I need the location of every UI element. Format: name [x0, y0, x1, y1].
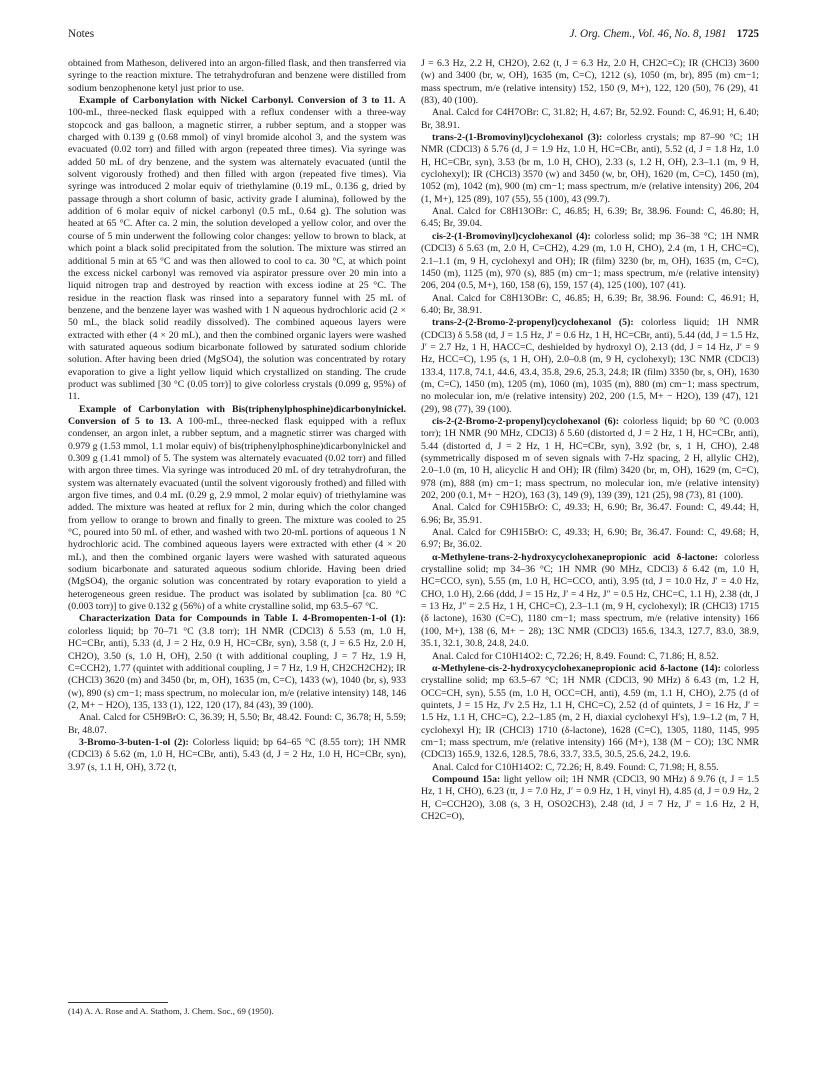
paragraph-heading: Compound 15a:: [432, 773, 501, 785]
paragraph-text: colorless crystalline solid; mp 34–36 °C; 1H NMR (90 MHz, CDCl3) δ 6.42 (m, 1.0 H, HC=CCO, syn), 5.55 (m, 1.0 H, HC=CCO, anti), 3.95 (td, J = 10.0 Hz, J′ = 4.0 Hz, CHO, 1.0 H), 2.66 (ddd, J = 15 Hz, J′ = 4 Hz, J″ = 0.5 Hz, CHC=C, 1.1 H), 2.38 (dt, J = 13 Hz, J″ = 2.5 Hz, 1 H, CHC=C), 2.3–1.1 (m, 9 H, cyclohexyl); IR (CHCl3) 1715 (δ lactone), 1630 (C=C), 1180 cm−1; mass spectrum, m/e (relative intensity) 166 (100, M+), 138 (6, M+ − 28); 13C NMR (CDCl3) 165.6, 134.3, 127.7, 83.0, 38.9, 35.1, 32.1, 30.8, 24.8, 24.0.: [421, 551, 760, 650]
paragraph-text: Anal. Calcd for C5H9BrO: C, 36.39; H, 5.50; Br, 48.42. Found: C, 36.78; H, 5.59; Br, 48.07.: [68, 712, 406, 736]
paragraph: [421, 552, 759, 651]
paragraph-text: Anal. Calcd for C9H15BrO: C, 49.33; H, 6.90; Br, 36.47. Found: C, 49.44; H, 6.96; Br, 35.91.: [421, 502, 759, 526]
footnote: (14) A. A. Rose and A. Stathom, J. Chem. Soc., 69 (1950).: [68, 1006, 274, 1016]
paragraph: [68, 404, 406, 614]
page-number: 1725: [736, 28, 759, 40]
paragraph: [68, 737, 406, 774]
paragraph: [421, 231, 759, 293]
paragraph-text: Colorless liquid; bp 64–65 °C (8.55 torr); 1H NMR (CDCl3) δ 5.62 (m, 1.0 H, HC=CBr, anti), 5.43 (d, J = 2 Hz, 1.0 H, HC=CBr, syn), 3.97 (s, 1.1 H, OH), 3.72 (t,: [68, 736, 406, 773]
paragraph-heading: α-Methylene-cis-2-hydroxycyclohexanepropionic acid δ-lactone (14):: [432, 662, 721, 674]
paragraph: [421, 762, 759, 774]
paragraph-heading: trans-2-(1-Bromovinyl)cyclohexanol (3):: [432, 132, 603, 144]
paragraph-heading: Example of Carbonylation with Bis(triphenylphosphine)dicarbonylnickel. Conversion of 5 to 13.: [68, 403, 406, 427]
paragraph-text: colorless crystals; mp 87–90 °C; 1H NMR (CDCl3) δ 5.76 (d, J = 1.9 Hz, 1.0 H, HC=CBr, anti), 5.52 (d, J = 1.8 Hz, 1.0 H, HC=CBr, syn), 3.53 (br m, 1.0 H, CHO), 2.33 (s, 1.2 H, OH), 2.3–1.1 (m, 9 H, cyclohexyl); IR (CHCl3) 3570 (w) and 3450 (w, br, OH), 1620 (m, C=C), 1450 (m), 1052 (m), 1042 (m), 900 (m) cm−1; mass spectrum, m/e (relative intensity) 206, 204 (1, M+), 125 (89), 107 (55), 55 (100), 43 (99.7).: [421, 132, 760, 205]
journal-citation: [569, 28, 759, 40]
running-head: [68, 28, 759, 44]
paragraph: [68, 712, 406, 737]
paragraph: [68, 613, 406, 712]
paragraph-text: Anal. Calcd for C10H14O2: C, 72.26; H, 8.49. Found: C, 71.86; H, 8.52.: [432, 650, 719, 662]
paragraph: [421, 293, 759, 318]
paragraph-heading: trans-2-(2-Bromo-2-propenyl)cyclohexanol (5):: [432, 317, 634, 329]
paragraph-heading: α-Methylene-trans-2-hydroxycyclohexanepropionic acid δ-lactone:: [432, 551, 718, 563]
paragraph: [421, 107, 759, 132]
paragraph: [68, 58, 406, 95]
paragraph-heading: 3-Bromo-3-buten-1-ol (2):: [79, 736, 189, 748]
paragraph-text: colorless liquid; 1H NMR (CDCl3) δ 5.58 (td, J = 1.5 Hz, J′ = 0.6 Hz, 1 H, HC=CBr, anti), 5.44 (dd, J = 1.5 Hz, J′ = 2.7 Hz, 1 H, HACC=C, deshielded by hydroxyl O), 2.13 (dd, J = 14 Hz, J′ = 9 Hz, HCC=C), 1.95 (s, 1 H, OH), 2.0–0.8 (m, 9 H, cyclohexyl); 13C NMR (CDCl3) 133.4, 117.8, 74.1, 44.6, 43.4, 35.8, 29.6, 25.3, 24.8; IR (film) 3350 (br, s, OH), 1630 (m, C=C), 1450 (m), 1205 (m), 1060 (m), 1035 (m), 880 (m) cm−1; mass spectrum, no molecular ion, m/e (relative intensity) 202, 200 (1.5, M+ − H2O), 139 (47), 121 (29), 98 (77), 39 (100).: [421, 317, 759, 415]
paragraph-heading: cis-2-(1-Bromovinyl)cyclohexanol (4):: [432, 230, 591, 242]
paragraph-text: light yellow oil; 1H NMR (CDCl3, 90 MHz) δ 9.76 (t, J = 1.5 Hz, 1 H, CHO), 6.23 (tt, J = 7.0 Hz, J′ = 0.9 Hz, 1 H, vinyl H), 4.85 (d, J = 0.9 Hz, 2 H, C=CCH2O), 3.08 (s, 3 H, OSO2CH3), 2.48 (td, J = 7 Hz, J′ = 1.6 Hz, 2 H, CH2C=O),: [421, 773, 760, 822]
paragraph-text: A 100-mL, three-necked flask equipped with a reflux condenser, an argon inlet, a rubber septum, and a magnetic stirrer was charged with 0.979 g (1.53 mmol, 1.1 molar equiv) of bis(triphenylphosphine)dicarbonylnickel and 0.309 g (1.41 mmol) of 5. The system was alternately evacuated (0.02 torr) and filled with argon three times. Via syringe was introduced 20 mL of dry tetrahydrofuran, the system was alternately evacuated (until the solvent vigorously frothed) and filled with argon five times, and 0.4 mL (0.29 g, 2.9 mmol, 2 molar equiv) of triethylamine was added. The mixture was heated at reflux for 2 min, during which the color changed from yellow to orange to brown and finally to green. The mixture was cooled to 25 °C, poured into 50 mL of ether, and washed with two 20-mL portions of aqueous 1 N hydrochloric acid. The combined aqueous layers were extracted with ether (4 × 20 mL), and then the combined organic layers were washed with saturated aqueous sodium bicarbonate and saturated aqueous sodium chloride. Having been dried (MgSO4), the organic solution was concentrated by rotary evaporation to yield a heterogeneous green residue. The product was isolated by sublimation [ca. 80 °C (0.003 torr)] to give 0.132 g (56%) of a white crystalline solid, mp 63.5–67 °C.: [68, 415, 406, 613]
paragraph-heading: Characterization Data for Compounds in Table I. 4-Bromopenten-1-ol (1):: [79, 613, 406, 625]
paragraph: [421, 206, 759, 231]
paragraph-heading: cis-2-(2-Bromo-2-propenyl)cyclohexanol (6):: [432, 415, 620, 427]
footnote-rule: [68, 1002, 168, 1003]
paragraph: [421, 416, 759, 502]
paragraph: [421, 651, 759, 663]
paragraph: [68, 95, 406, 404]
paragraph: [421, 502, 759, 527]
paragraph: [421, 317, 759, 416]
journal-name: J. Org. Chem., Vol. 46, No. 8, 1981: [569, 28, 727, 40]
paragraph-text: obtained from Matheson, delivered into an argon-filled flask, and then transferred via syringe to the reaction mixture. The tetrahydrofuran and benzene were distilled from sodium benzophenone ketyl just prior to use.: [68, 58, 406, 94]
paragraph-text: Anal. Calcd for C8H13OBr: C, 46.85; H, 6.39; Br, 38.96. Found: C, 46.91; H, 6.40; Br, 38.91.: [421, 292, 759, 316]
paragraph-text: Anal. Calcd for C9H15BrO: C, 49.33; H, 6.90; Br, 36.47. Found: C, 49.68; H, 6.97; Br, 36.02.: [421, 527, 759, 551]
right-column: [421, 58, 759, 823]
paragraph: [421, 774, 759, 823]
left-column: [68, 58, 406, 774]
paragraph-text: J = 6.3 Hz, 2.2 H, CH2O), 2.62 (t, J = 6.3 Hz, 2.0 H, CH2C=C); IR (CHCl3) 3600 (w) and 3400 (br, w, OH), 1635 (m, C=C), 1212 (s), 1050 (m, br), 895 (m) cm−1; mass spectrum, m/e (relative intensity) 152, 150 (9, M+), 122, 120 (50), 76 (29), 41 (83), 40 (100).: [421, 58, 759, 107]
paragraph-text: colorless liquid; bp 70–71 °C (3.8 torr); 1H NMR (CDCl3) δ 5.53 (m, 1.0 H, HC=CBr, anti), 5.33 (d, J = 2 Hz, 0.9 H, HC=CBr, syn), 3.58 (t, J = 6.5 Hz, 2.0 H, CH2O), 3.50 (s, 1.0 H, OH), 2.50 (t with additional coupling, J = 7 Hz, 1.9 H, C=CCH2), 1.77 (quintet with additional coupling, J = 7 Hz, 1.9 H, CH2CH2CH2); IR (CHCl3) 3620 (m) and 3450 (br, m, OH), 1635 (m, C=C), 1433 (w), 1040 (br, s), 933 (w), 890 (s) cm−1; mass spectrum, no molecular ion, m/e (relative intensity) 148, 146 (2, M+ − H2O), 135, 133 (1), 122, 120 (17), 84 (43), 39 (100).: [68, 625, 406, 711]
paragraph-text: colorless liquid; bp 60 °C (0.003 torr); 1H NMR (90 MHz, CDCl3) δ 5.60 (distorted d, J = 2 Hz, 1 H, HC=CBr, anti), 5.44 (distorted d, J = 2 Hz, 1 H, HC=CBr, syn), 3.92 (br, s, 1 H, CHO), 2.48 (symmetrically disposed m of seven signals with 7-Hz spacing, 2 H, allylic CH2), 2.0–1.0 (m, 10 H, alicyclic H and OH); IR (film) 3420 (br, m, OH), 1629 (m, C=C), 978 (m), 888 (m) cm−1; mass spectrum, no molecular ion, m/e (relative intensity) 202, 200 (0.1, M+ − H2O), 163 (3), 149 (9), 139 (39), 121 (25), 98 (73), 81 (100).: [421, 415, 759, 502]
paragraph-heading: Example of Carbonylation with Nickel Carbonyl. Conversion of 3 to 11.: [79, 95, 396, 107]
paragraph-text: colorless crystalline solid; mp 63.5–67 °C; 1H NMR (CDCl3, 90 MHz) δ 6.43 (m, 1.2 H, OCC=CH, syn), 5.55 (m, 1.0 H, OCC=CH, anti), 4.59 (m, 1.1 H, CHO), 2.75 (d of quintets, J = 15 Hz, J′v 2.5 Hz, 1.1 H, CHC=C), 2.52 (d of quintets, J = 16 Hz, J′ = 1.5 Hz, 1.1 H, CHC=C), 2.2–1.85 (m, 2 H, diaxial cyclohexyl H′s), 1.9–1.2 (m, 7 H, cyclohexyl H); IR (CHCl3) 1710 (δ-lactone), 1628 (C=C), 1305, 1180, 1145, 995 cm−1; mass spectrum, m/e (relative intensity) 166 (M+), 138 (M − CO); 13C NMR (CDCl3) 165.9, 132.6, 128.5, 78.6, 33.7, 33.5, 30.5, 25.6, 24.2, 19.6.: [421, 662, 760, 761]
section-label: Notes: [68, 28, 95, 40]
paragraph-text: Anal. Calcd for C10H14O2: C, 72.26; H, 8.49. Found: C, 71.98; H, 8.55.: [432, 761, 719, 773]
paragraph: [421, 527, 759, 552]
paragraph-text: A 100-mL, three-necked flask equipped with a reflux condenser with a three-way stopcock and gas balloon, a magnetic stirrer, a rubber septum, and a stopper was charged with 0.139 g (0.68 mmol) of vinyl bromide alcohol 3, and the system was evacuated (0.02 torr) and filled with argon (repeated three times). Via syringe was added 50 mL of dry benzene, and the system was alternately evacuated (until the solvent vigorously frothed) and then filled with argon (repeated five times). Via syringe was introduced 2 molar equiv of triethylamine (0.19 mL, 0.136 g, dried by passage through a short column of basic, activity grade I alumina), followed by the addition of 6 molar equiv of nickel carbonyl (0.5 mL, 0.64 g). The solution was heated at 65 °C. After ca. 2 min, the solution developed a yellow color, and over the course of 5 min underwent the following color changes: yellow to brown to black, at which point a black solid precipitated from the solution. The mixture was stirred an additional 5 min at 65 °C and was then allowed to cool to ca. 30 °C, at which point the excess nickel carbonyl was removed via aspirator pressure over 20 min into a liquid nitrogen trap and destroyed by reaction with excess iodine at 25 °C. The residue in the reaction flask was rinsed into a separatory funnel with 25 mL of benzene, and the benzene layer was washed with 1 N aqueous hydrochloric acid (2 × 50 mL, the black solid readily dissolved). The combined aqueous layers were extracted with ether (4 × 20 mL), and then the combined organic layers were washed with saturated aqueous sodium bicarbonate followed by saturated sodium chloride solution. After having been dried (MgSO4), the solution was concentrated by rotary evaporation to give a light yellow liquid which crystallized on standing. The crude product was sublimed [30 °C (0.05 torr)] to give colorless crystals (0.099 g, 95%) of 11.: [68, 95, 406, 403]
paragraph: [421, 58, 759, 107]
paragraph: [421, 132, 759, 206]
paragraph-text: Anal. Calcd for C8H13OBr: C, 46.85; H, 6.39; Br, 38.96. Found: C, 46.80; H, 6.45; Br, 39.04.: [421, 206, 759, 230]
paragraph-text: colorless solid; mp 36–38 °C; 1H NMR (CDCl3) δ 5.63 (m, 2.0 H, C=CH2), 4.29 (m, 1.0 H, CHO), 2.4 (m, 1 H, CHC=C), 2.1–1.1 (m, 9 H, cyclohexyl and OH); IR (film) 3230 (br, m, OH), 1635 (m, C=C), 1450 (m), 1125 (m), 970 (s), 885 (m) cm−1; mass spectrum, m/e (relative intensity) 206, 204 (0.5, M+), 160, 158 (6), 159, 157 (4), 125 (100), 107 (41).: [421, 230, 760, 292]
paragraph: [421, 663, 759, 762]
paragraph-text: Anal. Calcd for C4H7OBr: C, 31.82; H, 4.67; Br, 52.92. Found: C, 46.91; H, 6.40; Br, 38.91.: [421, 107, 759, 131]
